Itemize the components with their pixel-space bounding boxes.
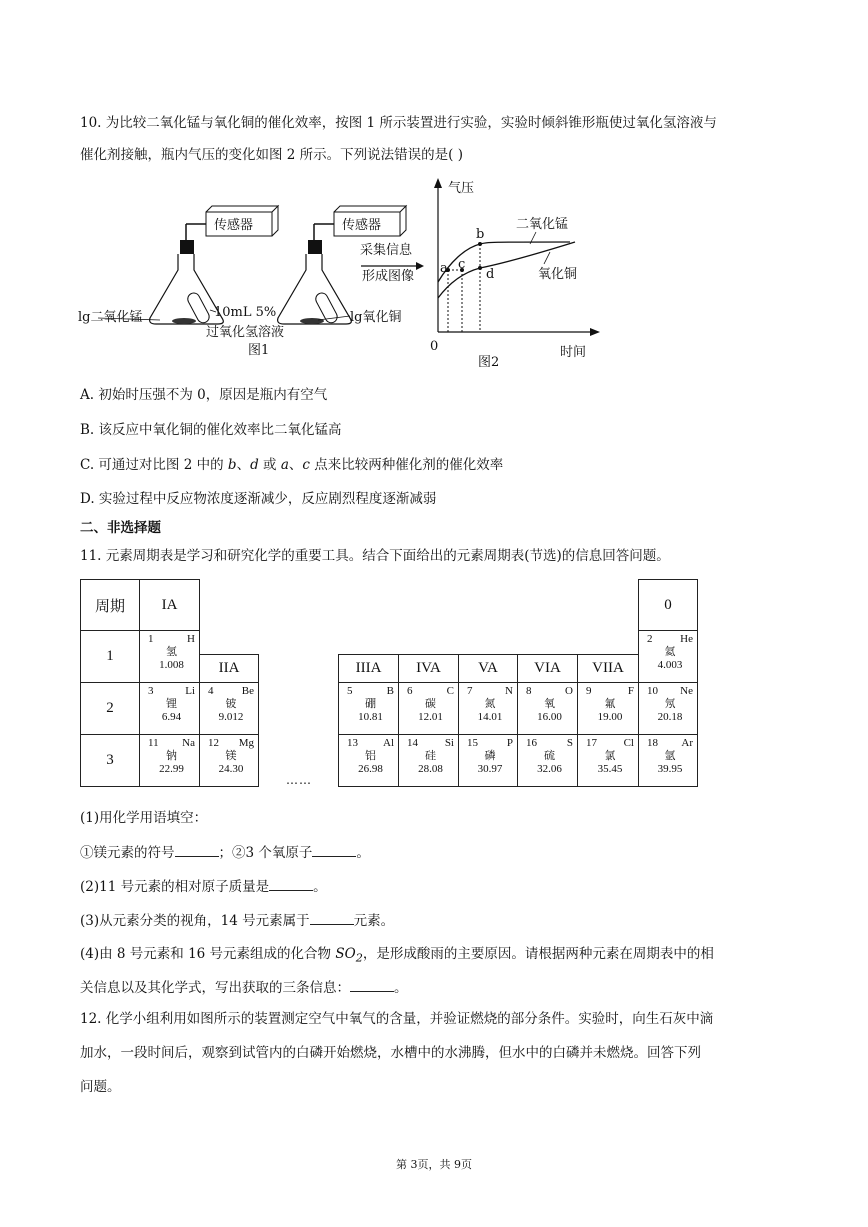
atomic-mass: 12.01	[418, 711, 443, 723]
element-cell-p	[458, 734, 518, 787]
atomic-number: 10	[647, 685, 658, 697]
element-cell-f	[577, 682, 639, 735]
atomic-number: 1	[148, 633, 154, 645]
element-symbol: Ar	[681, 737, 693, 749]
atomic-number: 17	[586, 737, 597, 749]
origin-label: 0	[430, 339, 439, 354]
q10-stem-line2: 催化剂接触，瓶内气压的变化如图 2 所示。下列说法错误的是( )	[80, 147, 463, 163]
atomic-mass: 35.45	[597, 763, 623, 775]
atomic-mass: 32.06	[537, 763, 562, 775]
period-3: 3	[80, 734, 140, 787]
q11-stem: 11. 元素周期表是学习和研究化学的重要工具。结合下面给出的元素周期表(节选)的信息回答问题。	[80, 548, 670, 564]
element-symbol: Be	[241, 685, 254, 697]
element-symbol: P	[506, 737, 513, 749]
atomic-number: 3	[148, 685, 154, 697]
element-name: 氧	[544, 698, 555, 710]
element-symbol: B	[386, 685, 394, 697]
atomic-mass: 19.00	[597, 711, 623, 723]
point-d	[478, 266, 482, 270]
atomic-mass: 16.00	[537, 711, 562, 723]
element-symbol: S	[566, 737, 573, 749]
q10-option-a[interactable]: A. 初始时压强不为 0，原因是瓶内有空气	[80, 387, 328, 403]
atomic-number: 2	[647, 633, 653, 645]
figure-2-pressure-graph	[420, 172, 620, 367]
flask-left	[150, 254, 224, 324]
element-name: 锂	[166, 698, 177, 710]
sensor-right-label: 传感器	[342, 218, 382, 233]
atomic-mass: 26.98	[358, 763, 383, 775]
group-va-header: VA	[458, 654, 518, 683]
answer-blank[interactable]	[312, 842, 356, 857]
atomic-mass: 39.95	[657, 763, 683, 775]
atomic-number: 16	[526, 737, 537, 749]
period-1: 1	[80, 630, 140, 683]
atomic-number: 8	[526, 685, 532, 697]
flask-right	[278, 254, 352, 324]
point-a-label: a	[440, 261, 448, 276]
q11-sub4-line2: 关信息以及其化学式，写出获取的三条信息： 。	[80, 977, 408, 998]
atomic-mass: 20.18	[657, 711, 683, 723]
point-b-label: b	[476, 227, 485, 242]
element-cell-h	[139, 630, 200, 683]
x-axis-label: 时间	[560, 345, 587, 360]
point-b	[478, 242, 482, 246]
atomic-number: 7	[467, 685, 473, 697]
element-symbol: H	[187, 633, 195, 645]
group-via-header: VIA	[517, 654, 578, 683]
q12-line1: 12. 化学小组利用如图所示的装置测定空气中氧气的含量，并验证燃烧的部分条件。实验时，向生石灰中滴	[80, 1011, 714, 1027]
element-symbol: He	[680, 633, 693, 645]
element-cell-al	[338, 734, 399, 787]
element-name: 钠	[166, 750, 177, 762]
q10-option-c[interactable]: C. 可通过对比图 2 中的 b、d 或 a、c 点来比较两种催化剂的催化效率	[80, 457, 504, 473]
period-header: 周期	[80, 579, 140, 631]
q11-sub2: (2)11 号元素的相对原子质量是 。	[80, 876, 327, 897]
element-cell-b	[338, 682, 399, 735]
element-name: 氟	[604, 698, 616, 710]
atomic-number: 11	[148, 737, 159, 749]
element-cell-cl	[577, 734, 639, 787]
atomic-number: 9	[586, 685, 592, 697]
element-name: 氦	[664, 646, 676, 658]
atomic-mass: 6.94	[161, 711, 182, 723]
group-iiia-header: IIIA	[338, 654, 399, 683]
sensor-left-label: 传感器	[214, 218, 254, 233]
point-c-label: c	[458, 257, 466, 272]
figure-1-caption: 图1	[248, 343, 270, 358]
y-axis-label: 气压	[448, 181, 475, 196]
group-0-header: 0	[638, 579, 698, 631]
element-symbol: F	[627, 685, 634, 697]
curve-mno2-label: 二氧化锰	[516, 217, 569, 232]
label-volume: 10mL 5%	[214, 305, 277, 320]
element-symbol: O	[565, 685, 573, 697]
element-name: 硼	[365, 698, 376, 710]
atomic-mass: 9.012	[218, 711, 244, 723]
figure-2-caption: 图2	[478, 355, 500, 367]
atomic-mass: 24.30	[218, 763, 244, 775]
element-symbol: Li	[185, 685, 195, 697]
q11-sub3: (3)从元素分类的视角，14 号元素属于 元素。	[80, 910, 394, 931]
element-name: 碳	[425, 698, 436, 710]
label-cuo: lg氧化铜	[350, 310, 402, 325]
group-viia-header: VIIA	[577, 654, 639, 683]
atomic-mass: 14.01	[477, 711, 503, 723]
stopper-left	[180, 240, 194, 254]
atomic-number: 13	[347, 737, 358, 749]
answer-blank[interactable]	[350, 977, 394, 992]
section-heading: 二、非选择题	[80, 520, 161, 536]
atomic-number: 6	[407, 685, 413, 697]
collect-info-label: 采集信息	[360, 243, 413, 258]
element-symbol: Mg	[238, 737, 254, 749]
element-cell-n	[458, 682, 518, 735]
label-h2o2: 过氧化氢溶液	[206, 325, 285, 340]
atomic-mass: 4.003	[657, 659, 683, 671]
atomic-number: 15	[467, 737, 478, 749]
element-name: 氩	[664, 750, 676, 762]
q11-sub4-line1: (4)由 8 号元素和 16 号元素组成的化合物 $SO_2$，是形成酸雨的主要原因。请根据两种元素在周期表中的相	[80, 946, 714, 965]
q10-stem-line1: 10. 为比较二氧化锰与氧化铜的催化效率，按图 1 所示装置进行实验，实验时倾斜锥形瓶使过氧化氢溶液与	[80, 115, 717, 131]
element-name: 氮	[484, 698, 496, 710]
page-footer: 第 3页，共 9页	[396, 1158, 472, 1171]
element-cell-si	[398, 734, 459, 787]
figure-1-apparatus	[78, 178, 438, 368]
element-name: 铝	[365, 750, 376, 762]
element-cell-mg	[199, 734, 259, 787]
element-name: 磷	[484, 750, 496, 762]
table-gap-dots: ……	[286, 773, 312, 787]
element-symbol: Al	[383, 737, 394, 749]
element-cell-na	[139, 734, 200, 787]
answer-blank[interactable]	[269, 876, 313, 891]
element-name: 镁	[225, 750, 237, 762]
element-cell-o	[517, 682, 578, 735]
q12-line2: 加水，一段时间后，观察到试管内的白磷开始燃烧，水槽中的水沸腾，但水中的白磷并未燃烧。回答下列	[80, 1045, 701, 1061]
element-cell-he	[638, 630, 698, 683]
element-symbol: Ne	[680, 685, 693, 697]
atomic-mass: 1.008	[159, 659, 184, 671]
element-cell-li	[139, 682, 200, 735]
label-mno2: lg二氧化锰	[78, 310, 143, 325]
atomic-number: 18	[647, 737, 658, 749]
element-symbol: N	[505, 685, 513, 697]
element-symbol: C	[446, 685, 454, 697]
atomic-mass: 22.99	[159, 763, 184, 775]
element-symbol: Cl	[623, 737, 634, 749]
group-iva-header: IVA	[398, 654, 459, 683]
element-name: 硅	[425, 750, 436, 762]
element-name: 氢	[166, 646, 177, 658]
element-name: 氯	[604, 750, 616, 762]
period-2: 2	[80, 682, 140, 735]
q12-line3: 问题。	[80, 1079, 121, 1095]
q11-sub1: ①镁元素的符号 ；②3 个氧原子 。	[80, 842, 370, 863]
q10-option-d[interactable]: D. 实验过程中反应物浓度逐渐减少，反应剧烈程度逐渐减弱	[80, 491, 437, 507]
group-iia-header: IIA	[199, 654, 259, 683]
answer-blank[interactable]	[175, 842, 219, 857]
element-cell-ne	[638, 682, 698, 735]
atomic-number: 12	[208, 737, 219, 749]
q11-sub1-title: (1)用化学用语填空：	[80, 810, 208, 826]
group-ia-header: IA	[139, 579, 200, 631]
element-name: 氖	[664, 698, 676, 710]
atomic-mass: 30.97	[477, 763, 503, 775]
element-name: 铍	[225, 698, 237, 710]
element-symbol: Si	[444, 737, 454, 749]
form-image-label: 形成图像	[362, 269, 415, 284]
atomic-mass: 10.81	[358, 711, 383, 723]
point-d-label: d	[486, 267, 495, 282]
element-cell-c	[398, 682, 459, 735]
atomic-number: 14	[407, 737, 418, 749]
element-cell-s	[517, 734, 578, 787]
element-cell-be	[199, 682, 259, 735]
element-cell-ar	[638, 734, 698, 787]
answer-blank[interactable]	[310, 910, 354, 925]
element-symbol: Na	[182, 737, 195, 749]
atomic-mass: 28.08	[418, 763, 443, 775]
atomic-number: 4	[208, 685, 214, 697]
curve-cuo-label: 氧化铜	[538, 267, 578, 282]
stopper-right	[308, 240, 322, 254]
atomic-number: 5	[347, 685, 353, 697]
element-name: 硫	[544, 750, 555, 762]
q10-option-b[interactable]: B. 该反应中氧化铜的催化效率比二氧化锰高	[80, 422, 342, 438]
